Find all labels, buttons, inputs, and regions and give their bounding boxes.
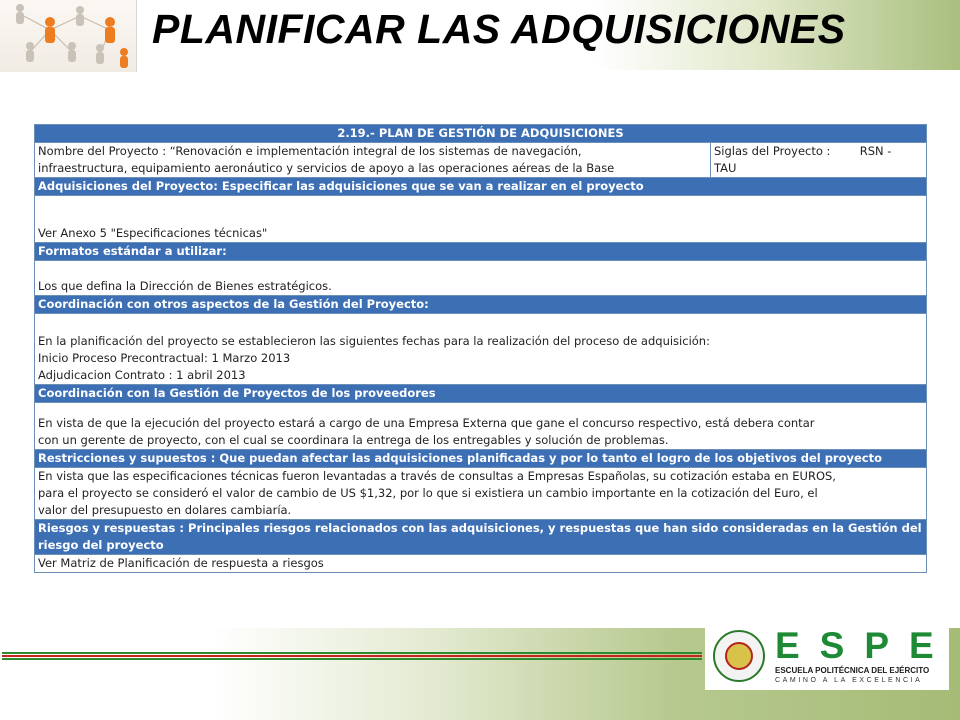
slide-title: PLANIFICAR LAS ADQUISICIONES [152, 6, 846, 52]
section-header-formats: Formatos estándar a utilizar: [35, 243, 927, 261]
section-line: para el proyecto se consideró el valor de cambio de US $1,32, por lo que si existiera un cambio importante en la cotización del Euro, el [38, 486, 818, 500]
people-network-logo [0, 0, 137, 72]
section-body-formats [35, 261, 927, 296]
section-line: Ver Matriz de Planificación de respuesta a riesgos [38, 556, 324, 570]
section-line: Los que defina la Dirección de Bienes estratégicos. [38, 279, 332, 293]
espe-logo [705, 625, 954, 690]
section-body-coordination [35, 314, 927, 385]
risks-header-line: Riesgos y respuestas : Principales riesgos relacionados con las adquisiciones, y respuestas que han sido consideradas en la Gestión del [38, 521, 922, 535]
people-network-icon [0, 0, 136, 72]
acronym-value: RSN - [859, 144, 892, 158]
project-acronym-cell [711, 143, 927, 178]
section-header-constraints: Restricciones y supuestos : Que puedan afectar las adquisiciones planificadas y por lo tanto el logro de los objetivos del proyecto [35, 450, 927, 468]
section-body-supplier-coordination [35, 403, 927, 450]
risks-header-line: riesgo del proyecto [38, 538, 164, 552]
section-line: Adjudicacion Contrato : 1 abril 2013 [38, 368, 246, 382]
section-header-risks [35, 520, 927, 555]
plan-heading: 2.19.- PLAN DE GESTIÓN DE ADQUISICIONES [35, 125, 927, 143]
section-header-supplier-coordination: Coordinación con la Gestión de Proyectos de los proveedores [35, 385, 927, 403]
section-line: Inicio Proceso Precontractual: 1 Marzo 2013 [38, 351, 291, 365]
decorative-stripes [2, 652, 702, 662]
section-body-constraints [35, 468, 927, 520]
section-line: En vista que las especificaciones técnicas fueron levantadas a través de consultas a Empresas Españolas, su cotización estaba en EUROS, [38, 469, 836, 483]
section-line: En la planificación del proyecto se establecieron las siguientes fechas para la realización del proceso de adquisición: [38, 334, 710, 348]
section-line: En vista de que la ejecución del proyecto estará a cargo de una Empresa Externa que gane el concurso respectivo, está debera contar [38, 416, 815, 430]
project-acronym-line [714, 143, 923, 160]
espe-letters: ESPE [775, 625, 954, 666]
institution-motto: CAMINO A LA EXCELENCIA [775, 677, 923, 684]
section-line: valor del presupuesto en dolares cambiaría. [38, 503, 292, 517]
project-name-line: Nombre del Proyecto : “Renovación e implementación integral de los sistemas de navegación, [38, 144, 582, 158]
university-seal-icon [713, 630, 765, 682]
acronym-value-cont: TAU [714, 161, 737, 175]
project-name-cell [35, 143, 711, 178]
project-info-row [35, 143, 927, 178]
section-line: con un gerente de proyecto, con el cual se coordinara la entrega de los entregables y solución de problemas. [38, 433, 669, 447]
procurement-plan-table [34, 124, 927, 573]
institution-name: ESCUELA POLITÉCNICA DEL EJÉRCITO [775, 666, 930, 675]
acronym-label: Siglas del Proyecto : [714, 144, 831, 158]
section-line: Ver Anexo 5 "Especificaciones técnicas" [38, 226, 268, 240]
section-header-coordination: Coordinación con otros aspectos de la Gestión del Proyecto: [35, 296, 927, 314]
section-body-acquisitions [35, 196, 927, 243]
section-body-risks [35, 555, 927, 573]
section-header-acquisitions: Adquisiciones del Proyecto: Especificar las adquisiciones que se van a realizar en el proyecto [35, 178, 927, 196]
project-name-line: infraestructura, equipamiento aeronáutico y servicios de apoyo a las operaciones aéreas de la Base [38, 161, 615, 175]
